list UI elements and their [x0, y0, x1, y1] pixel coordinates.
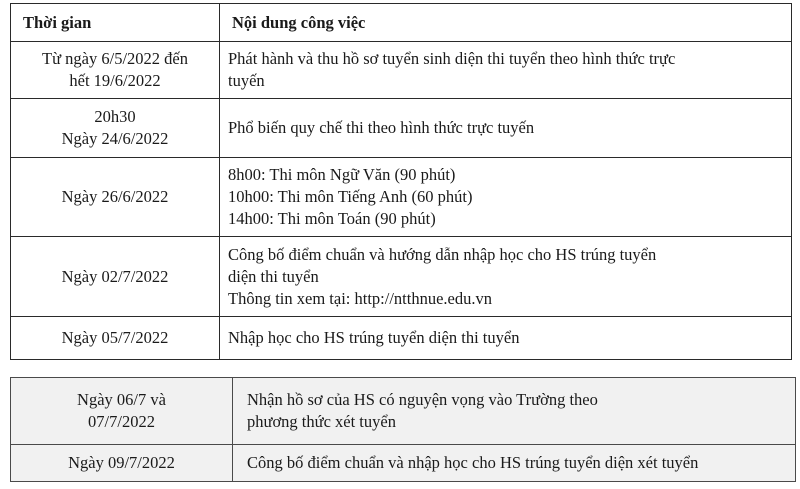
content-cell — [233, 445, 796, 482]
content-link-text: Thông tin xem tại: http://ntthnue.edu.vn — [228, 288, 492, 308]
time-text: Ngày 06/7 và — [77, 390, 166, 409]
time-text: Từ ngày 6/5/2022 đến — [42, 49, 188, 68]
time-cell — [11, 378, 233, 445]
table-row — [11, 445, 796, 482]
time-cell — [11, 158, 220, 237]
time-cell — [11, 42, 220, 99]
exam-schedule-table — [10, 3, 792, 360]
time-text: Ngày 26/6/2022 — [61, 187, 169, 206]
content-text: Công bố điểm chuẩn và nhập học cho HS trúng tuyển diện xét tuyển — [247, 453, 699, 472]
time-text: Ngày 05/7/2022 — [61, 328, 169, 347]
table-row — [11, 99, 792, 158]
content-text: 8h00: Thi môn Ngữ Văn (90 phút) — [228, 165, 456, 184]
time-cell — [11, 99, 220, 158]
time-cell — [11, 317, 220, 360]
content-text: Phổ biến quy chế thi theo hình thức trực tuyến — [228, 118, 535, 137]
time-text: Ngày 09/7/2022 — [68, 453, 175, 472]
content-cell — [233, 378, 796, 445]
time-text: hết 19/6/2022 — [69, 71, 161, 90]
time-cell — [11, 445, 233, 482]
time-text: Ngày 24/6/2022 — [61, 129, 169, 148]
content-text: Phát hành và thu hồ sơ tuyển sinh diện thi tuyển theo hình thức trực — [228, 49, 676, 68]
content-text: diện thi tuyển — [228, 266, 319, 286]
table-row — [11, 158, 792, 237]
content-cell — [220, 237, 792, 317]
time-text: Ngày 02/7/2022 — [61, 266, 169, 286]
content-cell — [220, 99, 792, 158]
content-cell — [220, 317, 792, 360]
admission-review-table — [10, 377, 796, 482]
content-text: 10h00: Thi môn Tiếng Anh (60 phút) — [228, 187, 473, 206]
table-header-row — [11, 4, 792, 42]
time-text: 07/7/2022 — [88, 412, 155, 431]
table-row — [11, 378, 796, 445]
header-time: Thời gian — [11, 4, 220, 42]
content-text: Nhập học cho HS trúng tuyển diện thi tuyển — [228, 328, 520, 347]
table-row — [11, 237, 792, 317]
time-cell — [11, 237, 220, 317]
content-text: tuyến — [228, 71, 265, 90]
time-text: 20h30 — [94, 107, 136, 126]
content-cell — [220, 42, 792, 99]
content-text: 14h00: Thi môn Toán (90 phút) — [228, 209, 436, 228]
content-text: phương thức xét tuyển — [247, 412, 396, 431]
content-cell — [220, 158, 792, 237]
header-content: Nội dung công việc — [220, 4, 792, 42]
table-row — [11, 42, 792, 99]
content-text: Nhận hồ sơ của HS có nguyện vọng vào Trường theo — [247, 390, 598, 409]
table-row — [11, 317, 792, 360]
content-text: Công bố điểm chuẩn và hướng dẫn nhập học cho HS trúng tuyển — [228, 244, 657, 264]
